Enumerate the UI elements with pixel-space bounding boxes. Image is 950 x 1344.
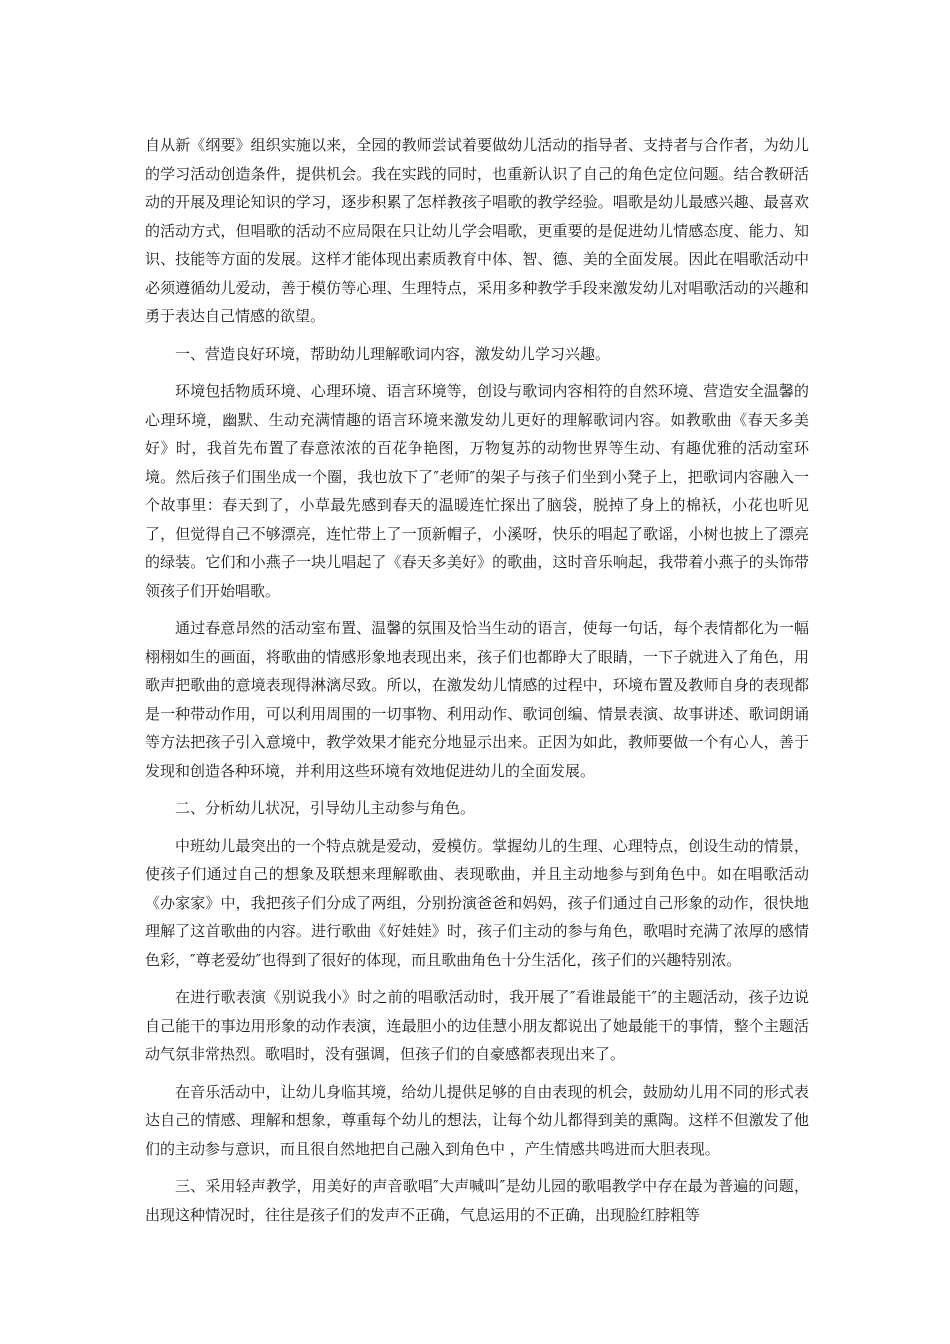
document-page bbox=[145, 131, 809, 1238]
body-paragraph: 在音乐活动中，让幼儿身临其境，给幼儿提供足够的自由表现的机会，鼓励幼儿用不同的形式表达自己的情感、理解和想象，尊重每个幼儿的想法，让每个幼儿都得到美的熏陶。这样不但激发了他们的主动参与意识，而且很自然地把自己融入到角色中 ，产生情感共鸣进而大胆表现。 bbox=[145, 1082, 809, 1158]
section-heading-1: 一、营造良好环境，帮助幼儿理解歌词内容，激发幼儿学习兴趣。 bbox=[175, 344, 611, 363]
body-paragraph: 中班幼儿最突出的一个特点就是爱动，爱模仿。掌握幼儿的生理、心理特点，创设生动的情景，使孩子们通过自己的想象及联想来理解歌曲、表现歌曲，并且主动地参与到角色中。如在唱歌活动《办家家》中，我把孩子们分成了两组，分别扮演爸爸和妈妈，孩子们通过自己形象的动作，很快地理解了这首歌曲的内容。进行歌曲《好娃娃》时，孩子们主动的参与角色，歌唱时充满了浓厚的感情色彩，″尊老爱幼″也得到了很好的体现，而且歌曲角色十分生活化，孩子们的兴趣特别浓。 bbox=[145, 836, 809, 969]
body-paragraph: 环境包括物质环境、心理环境、语言环境等，创设与歌词内容相符的自然环境、营造安全温馨的心理环境，幽默、生动充满情趣的语言环境来激发幼儿更好的理解歌词内容。如教歌曲《春天多美好》时，我首先布置了春意浓浓的百花争艳图，万物复苏的动物世界等生动、有趣优雅的活动室环境。然后孩子们围坐成一个圈，我也放下了″老师″的架子与孩子们坐到小凳子上，把歌词内容融入一个故事里：春天到了，小草最先感到春天的温暖连忙探出了脑袋，脱掉了身上的棉袄，小花也听见了，但觉得自己不够漂亮，连忙带上了一顶新帽子，小溪呀，快乐的唱起了歌谣，小树也披上了漂亮的绿装。它们和小燕子一块儿唱起了《春天多美好》的歌曲，这时音乐响起，我带着小燕子的头饰带领孩子们开始唱歌。 bbox=[145, 382, 809, 600]
section-heading-2: 二、分析幼儿状况，引导幼儿主动参与角色。 bbox=[175, 799, 476, 817]
body-paragraph: 在进行歌表演《别说我小》时之前的唱歌活动时，我开展了″看谁最能干″的主题活动，孩子边说自己能干的事边用形象的动作表演，连最胆小的边佳慧小朋友都说出了她最能干的事情，整个主题活动气氛非常热烈。歌唱时，没有强调，但孩子们的自豪感都表现出来了。 bbox=[145, 988, 809, 1063]
intro-paragraph: 自从新《纲要》组织实施以来，全园的教师尝试着要做幼儿活动的指导者、支持者与合作者，为幼儿的学习活动创造条件，提供机会。我在实践的同时，也重新认识了自己的角色定位问题。结合教研活动的开展及理论知识的学习，逐步积累了怎样教孩子唱歌的教学经验。唱歌是幼儿最感兴趣、最喜欢的活动方式，但唱歌的活动不应局限在只让幼儿学会唱歌，更重要的是促进幼儿情感态度、能力、知识、技能等方面的发展。这样才能体现出素质教育中体、智、德、美的全面发展。因此在唱歌活动中必须遵循幼儿爱动，善于模仿等心理、生理特点，采用多种教学手段来激发幼儿对唱歌活动的兴趣和勇于表达自己情感的欲望。 bbox=[145, 136, 809, 325]
section-heading-3-paragraph: 三、采用轻声教学，用美好的声音歌唱″大声喊叫″是幼儿园的歌唱教学中存在最为普遍的问题，出现这种情况时，往往是孩子们的发声不正确，气息运用的不正确，出现脸红脖粗等 bbox=[145, 1177, 809, 1224]
body-paragraph: 通过春意昂然的活动室布置、温馨的氛围及恰当生动的语言，使每一句话，每个表情都化为一幅栩栩如生的画面，将歌曲的情感形象地表现出来，孩子们也都睁大了眼睛，一下子就进入了角色，用歌声把歌曲的意境表现得淋漓尽致。所以，在激发幼儿情感的过程中，环境布置及教师自身的表现都是一种带动作用，可以利用周围的一切事物、利用动作、歌词创编、情景表演、故事讲述、歌词朗诵等方法把孩子引入意境中，教学效果才能充分地显示出来。正因为如此，教师要做一个有心人，善于发现和创造各种环境，并利用这些环境有效地促进幼儿的全面发展。 bbox=[145, 619, 809, 780]
